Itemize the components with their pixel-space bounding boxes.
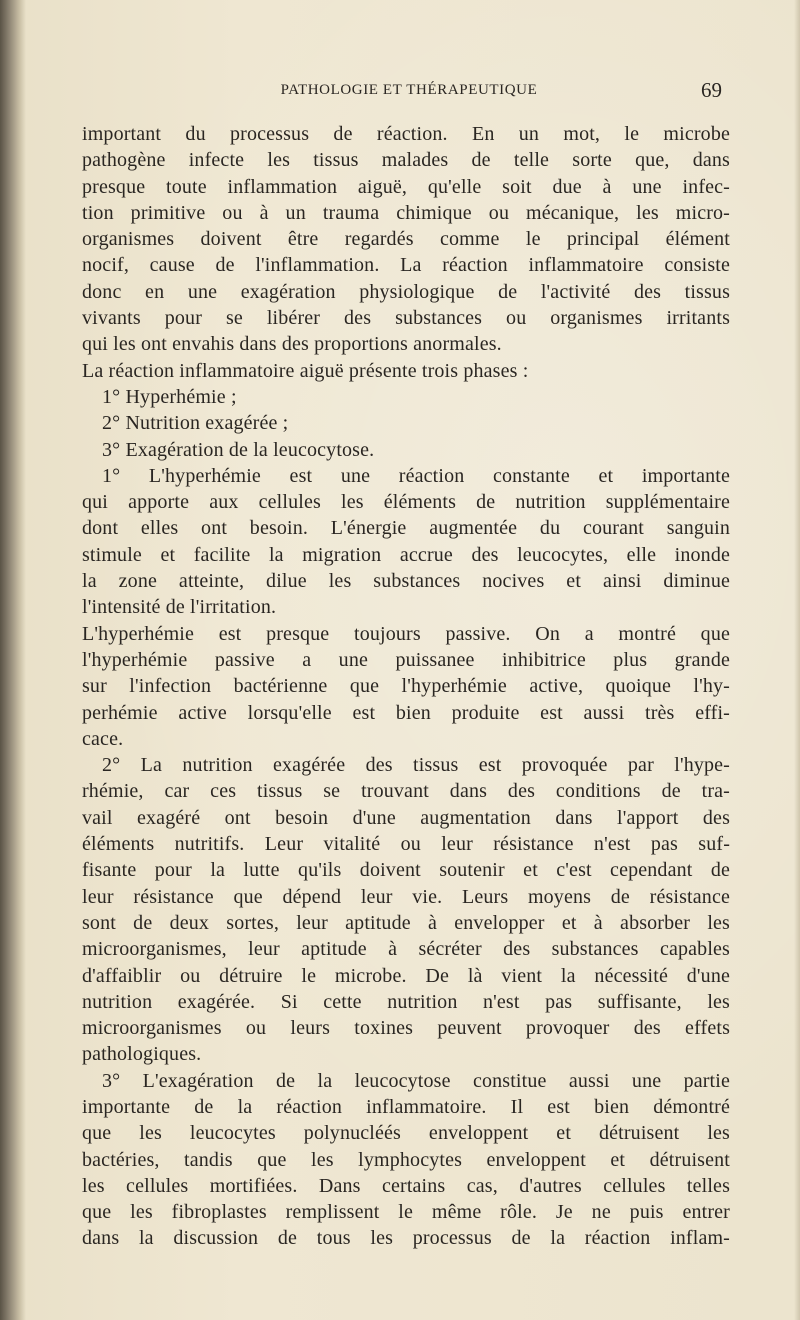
text-line: rhémie, car ces tissus se trouvant dans des conditions de tra-	[82, 780, 730, 803]
text-line: microorganismes ou leurs toxines peuvent provoquer des effets	[82, 1017, 730, 1040]
text-line: nocif, cause de l'inflammation. La réaction inflammatoire consiste	[82, 254, 730, 277]
text-line: bactéries, tandis que les lymphocytes enveloppent et détruisent	[82, 1148, 730, 1171]
text-line: donc en une exagération physiologique de l'activité des tissus	[82, 280, 730, 303]
text-line: pathologiques.	[82, 1043, 202, 1066]
text-line: stimule et facilite la migration accrue des leucocytes, elle inonde	[82, 543, 730, 566]
text-line: que les leucocytes polynucléés enveloppent et détruisent les	[82, 1122, 730, 1145]
text-line: 2° Nutrition exagérée ;	[102, 412, 289, 435]
text-line: leur résistance que dépend leur vie. Leurs moyens de résistance	[82, 885, 730, 908]
text-line: l'hyperhémie passive a une puissanee inhibitrice plus grande	[82, 648, 730, 671]
text-line: qui les ont envahis dans des proportions anormales.	[82, 333, 502, 356]
text-line: cace.	[82, 727, 124, 750]
text-line: tion primitive ou à un trauma chimique ou mécanique, les micro-	[82, 201, 730, 224]
text-line: dans la discussion de tous les processus de la réaction inflam-	[82, 1227, 730, 1250]
text-line: 3° L'exagération de la leucocytose constitue aussi une partie	[102, 1069, 730, 1092]
text-line: vivants pour se libérer des substances ou organismes irritants	[82, 307, 730, 330]
text-line: La réaction inflammatoire aiguë présente trois phases :	[82, 359, 529, 382]
text-line: sont de deux sortes, leur aptitude à envelopper et à absorber les	[82, 911, 730, 934]
text-line: la zone atteinte, dilue les substances nocives et ainsi diminue	[82, 570, 730, 593]
page-number: 69	[701, 78, 722, 102]
text-line: nutrition exagérée. Si cette nutrition n'est pas suffisante, les	[82, 990, 730, 1013]
running-title: PATHOLOGIE ET THÉRAPEUTIQUE	[280, 82, 538, 98]
text-line: éléments nutritifs. Leur vitalité ou leur résistance n'est pas suf-	[82, 833, 730, 856]
text-line: L'hyperhémie est presque toujours passive. On a montré que	[82, 622, 730, 645]
text-line: 1° Hyperhémie ;	[102, 385, 237, 408]
text-line: 1° L'hyperhémie est une réaction constante et importante	[102, 464, 730, 487]
text-line: organismes doivent être regardés comme le principal élément	[82, 228, 730, 251]
page-binding-shadow	[0, 0, 26, 1320]
text-line: dont elles ont besoin. L'énergie augmentée du courant sanguin	[82, 517, 730, 540]
running-head	[96, 78, 722, 108]
body-text	[82, 121, 730, 1252]
page-edge	[794, 0, 800, 1320]
text-line: presque toute inflammation aiguë, qu'elle soit due à une infec-	[82, 175, 730, 198]
text-line: 2° La nutrition exagérée des tissus est provoquée par l'hype-	[102, 754, 730, 777]
text-line: pathogène infecte les tissus malades de telle sorte que, dans	[82, 149, 730, 172]
text-line: perhémie active lorsqu'elle est bien produite est aussi très effi-	[82, 701, 730, 724]
text-line: qui apporte aux cellules les éléments de nutrition supplémentaire	[82, 491, 730, 514]
text-line: que les fibroplastes remplissent le même rôle. Je ne puis entrer	[82, 1201, 730, 1224]
text-line: important du processus de réaction. En un mot, le microbe	[82, 123, 730, 145]
text-line: microorganismes, leur aptitude à sécréter des substances capables	[82, 938, 730, 961]
text-line: fisante pour la lutte qu'ils doivent soutenir et c'est cependant de	[82, 859, 730, 882]
text-line: 3° Exagération de la leucocytose.	[102, 438, 375, 461]
text-line: d'affaiblir ou détruire le microbe. De là vient la nécessité d'une	[82, 964, 730, 987]
text-line: les cellules mortifiées. Dans certains cas, d'autres cellules telles	[82, 1174, 730, 1197]
text-line: sur l'infection bactérienne que l'hyperhémie active, quoique l'hy-	[82, 675, 730, 698]
text-line: l'intensité de l'irritation.	[82, 596, 277, 619]
text-line: vail exagéré ont besoin d'une augmentation dans l'apport des	[82, 806, 730, 829]
text-line: importante de la réaction inflammatoire. Il est bien démontré	[82, 1095, 730, 1118]
